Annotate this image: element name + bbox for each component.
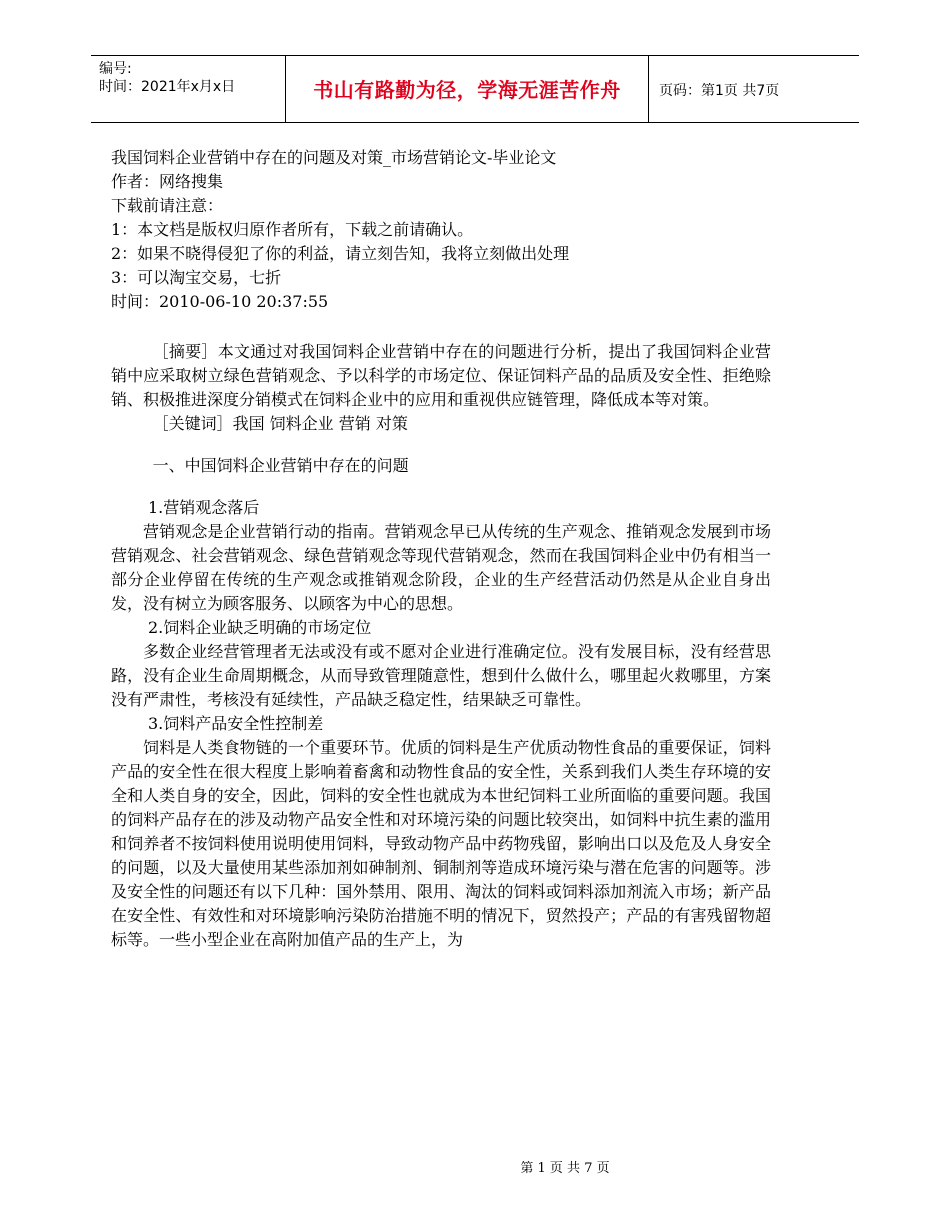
section-title: 一、中国饲料企业营销中存在的问题 [152,456,409,475]
number-label: 编号: [99,61,132,77]
notice-heading: 下载前请注意： [111,196,224,215]
paragraph: 饲料是人类食物链的一个重要环节。优质的饲料是生产优质动物性食品的重要保证，饲料产品的安全性在很大程度上影响着畜禽和动物性食品的安全性，关系到我们人类生存环境的安全和人类自身的安全，因此，饲料的安全性也就成为本世纪饲料工业所面临的重要问题。我国的饲料产品存在的涉及动物产品安全性和对环境污染的问题比较突出，如饲料中抗生素的滥用和饲养者不按饲料使用说明使用饲料，导致动物产品中药物残留，影响出口以及危及人身安全的问题，以及大量使用某些添加剂如砷制剂、铜制剂等造成环境污染与潜在危害的问题等。涉及安全性的问题还有以下几种：国外禁用、限用、淘汰的饲料或饲料添加剂流入市场；新产品在安全性、有效性和对环境影响污染防治措施不明的情况下，贸然投产；产品的有害残留物超标等。一些小型企业在高附加值产品的生产上，为 [111,738,771,949]
document-meta [111,146,771,314]
notice-item: 3：可以淘宝交易，七折 [111,268,282,287]
header-page-info: 页码：第1页 共7页 [659,83,780,99]
subsection-heading: 2.饲料企业缺乏明确的市场定位 [148,618,372,637]
keywords: ［关键词］我国 饲料企业 营销 对策 [152,414,408,433]
page-footer [0,1157,950,1176]
header-meta [99,60,235,96]
time-label: 时间：2021年x月x日 [99,79,236,95]
document-header [91,55,859,123]
header-motto: 书山有路勤为径，学海无涯苦作舟 [313,78,621,102]
header-divider [648,56,649,122]
document-body [111,146,771,952]
paragraph: 多数企业经营管理者无法或没有或不愿对企业进行准确定位。没有发展目标，没有经营思路，没有企业生命周期概念，从而导致管理随意性，想到什么做什么，哪里起火救哪里，方案没有严肃性，考核没有延续性，产品缺乏稳定性，结果缺乏可靠性。 [111,642,771,709]
notice-item: 2：如果不晓得侵犯了你的利益，请立刻告知，我将立刻做出处理 [111,244,570,263]
document-time: 时间：2010-06-10 20:37:55 [111,292,329,311]
subsection-heading: 1.营销观念落后 [148,498,260,517]
document-author: 作者：网络搜集 [111,172,224,191]
abstract: ［摘要］本文通过对我国饲料企业营销中存在的问题进行分析，提出了我国饲料企业营销中应采取树立绿色营销观念、予以科学的市场定位、保证饲料产品的品质及安全性、拒绝赊销、积极推进深度分销模式在饲料企业中的应用和重视供应链管理，降低成本等对策。 [111,342,771,409]
footer-page-number: 第 1 页 共 7 页 [520,1161,610,1176]
subsection-heading: 3.饲料产品安全性控制差 [148,714,324,733]
paragraph: 营销观念是企业营销行动的指南。营销观念早已从传统的生产观念、推销观念发展到市场营销观念、社会营销观念、绿色营销观念等现代营销观念，然而在我国饲料企业中仍有相当一部分企业停留在传统的生产观念或推销观念阶段，企业的生产经营活动仍然是从企业自身出发，没有树立为顾客服务、以顾客为中心的思想。 [111,522,771,613]
notice-item: 1：本文档是版权归原作者所有，下载之前请确认。 [111,220,474,239]
document-title: 我国饲料企业营销中存在的问题及对策_市场营销论文-毕业论文 [111,148,557,167]
